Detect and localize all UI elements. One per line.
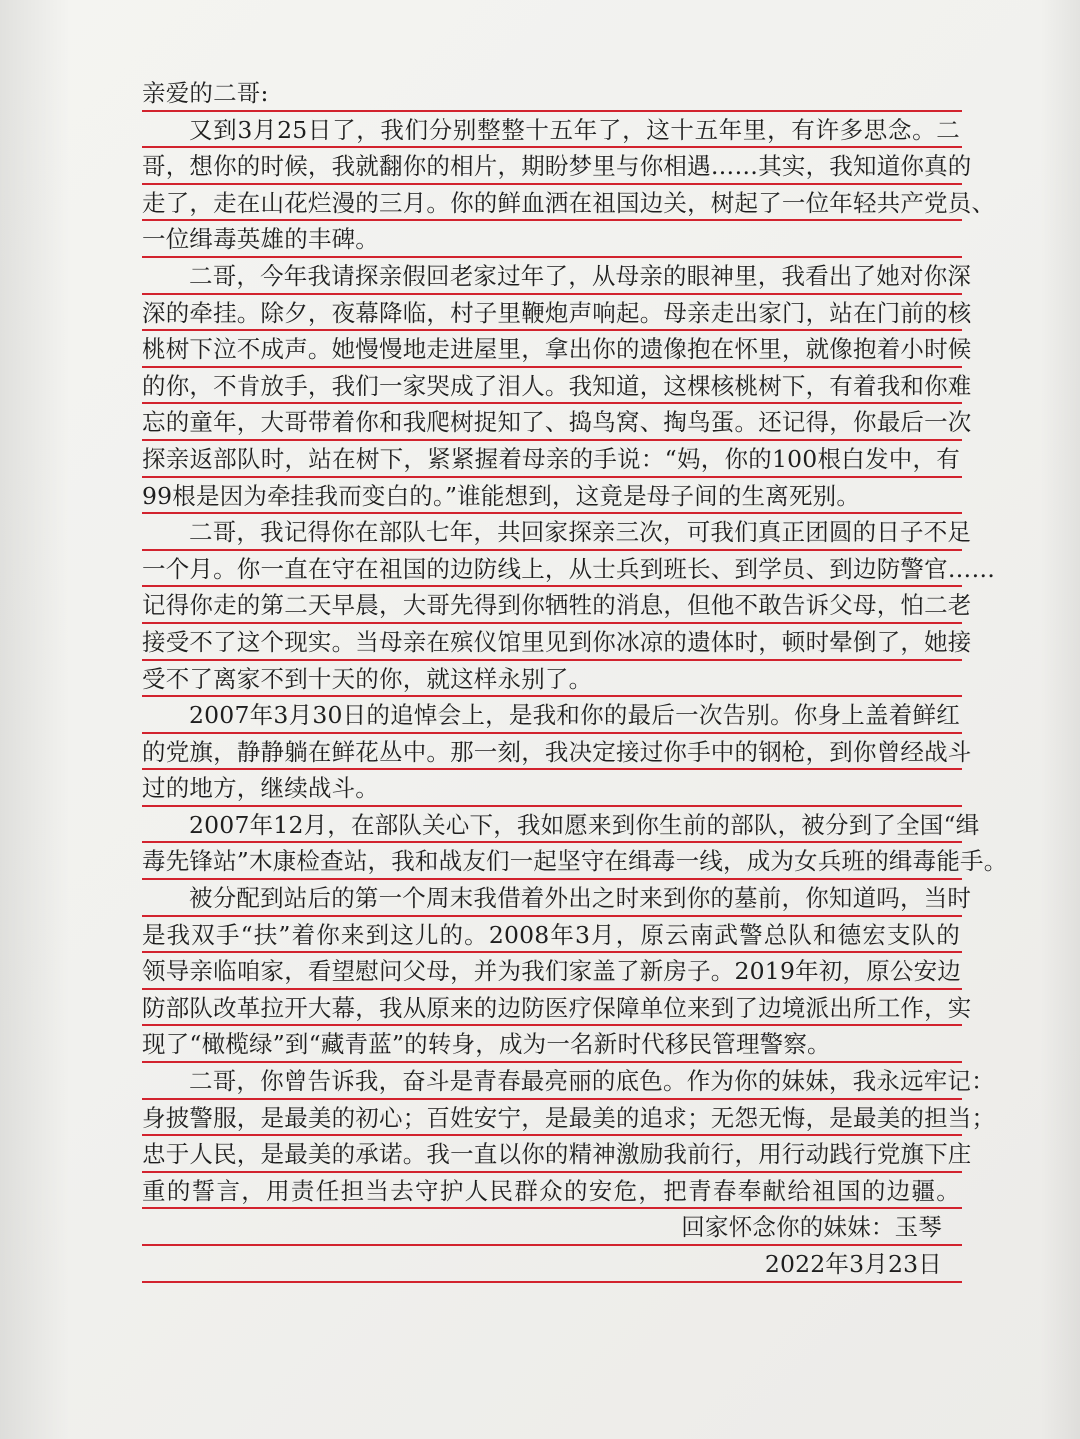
line-text: 又到3月25日了，我们分别整整十五年了，这十五年里，有许多思念。二	[189, 115, 960, 144]
line-text: 99根是因为牵挂我而变白的。”谁能想到，这竟是母子间的生离死别。	[142, 481, 861, 510]
line-text: 过的地方，继续战斗。	[142, 774, 379, 803]
text-line	[142, 478, 962, 515]
text-line	[142, 990, 972, 1027]
line-text: 现了“橄榄绿”到“藏青蓝”的转身，成为一名新时代移民管理警察。	[142, 1030, 831, 1059]
text-line	[142, 1026, 962, 1063]
text-line	[142, 295, 972, 332]
line-text: 一个月。你一直在守在祖国的边防线上，从士兵到班长、到学员、到边防警官……	[142, 554, 996, 583]
line-text: 二哥，今年我请探亲假回老家过年了，从母亲的眼神里，我看出了她对你深	[189, 261, 972, 290]
line-text: 的党旗，静静躺在鲜花丛中。那一刻，我决定接过你手中的钢枪，到你曾经战斗	[142, 737, 972, 766]
text-line	[142, 807, 980, 844]
line-text: 是我双手“扶”着你来到这儿的。2008年3月，原云南武警总队和德宏支队的	[142, 920, 960, 949]
text-line	[142, 697, 962, 734]
salutation-line	[142, 75, 962, 112]
text-line	[142, 221, 962, 258]
text-line	[142, 112, 962, 149]
line-text: 接受不了这个现实。当母亲在殡仪馆里见到你冰凉的遗体时，顿时晕倒了，她接	[142, 627, 972, 656]
salutation: 亲爱的二哥:	[142, 79, 269, 107]
text-line	[142, 880, 972, 917]
text-line	[142, 258, 972, 295]
signature-line	[142, 1209, 962, 1246]
line-text: 的你，不肯放手，我们一家哭成了泪人。我知道，这棵核桃树下，有着我和你难	[142, 371, 972, 400]
text-line	[142, 770, 962, 807]
line-text: 身披警服，是最美的初心；百姓安宁，是最美的追求；无怨无悔，是最美的担当；	[142, 1103, 996, 1132]
page-shadow-right	[1040, 0, 1080, 1439]
text-line	[142, 953, 962, 990]
text-line	[142, 1173, 962, 1210]
text-line	[142, 404, 972, 441]
text-line	[142, 551, 996, 588]
text-line	[142, 917, 962, 954]
line-text: 忘的童年，大哥带着你和我爬树捉知了、捣鸟窝、掏鸟蛋。还记得，你最后一次	[142, 408, 972, 437]
text-line	[142, 368, 972, 405]
line-text: 哥，想你的时候，我就翻你的相片，期盼梦里与你相遇……其实，我知道你真的	[142, 152, 972, 181]
line-text: 防部队改革拉开大幕，我从原来的边防医疗保障单位来到了边境派出所工作，实	[142, 993, 972, 1022]
text-line	[142, 441, 962, 478]
signature: 回家怀念你的妹妹：玉琴	[681, 1213, 942, 1242]
text-line	[142, 734, 972, 771]
text-line	[142, 624, 972, 661]
line-text: 毒先锋站”木康检查站，我和战友们一起坚守在缉毒一线，成为女兵班的缉毒能手。	[142, 847, 1008, 876]
line-text: 二哥，你曾告诉我，奋斗是青春最亮丽的底色。作为你的妹妹，我永远牢记：	[189, 1067, 995, 1096]
text-line	[142, 587, 972, 624]
text-line	[142, 331, 972, 368]
line-text: 一位缉毒英雄的丰碑。	[142, 225, 379, 254]
text-line	[142, 514, 972, 551]
line-text: 桃树下泣不成声。她慢慢地走进屋里，拿出你的遗像抱在怀里，就像抱着小时候	[142, 335, 972, 364]
text-line	[142, 185, 996, 222]
line-text: 领导亲临咱家，看望慰问父母，并为我们家盖了新房子。2019年初，原公安边	[142, 957, 962, 986]
line-text: 忠于人民，是最美的承诺。我一直以你的精神激励我前行，用行动践行党旗下庄	[142, 1140, 972, 1169]
text-line	[142, 148, 972, 185]
text-line	[142, 661, 962, 698]
line-text: 被分配到站后的第一个周末我借着外出之时来到你的墓前，你知道吗，当时	[189, 884, 972, 913]
line-text: 探亲返部队时，站在树下，紧紧握着母亲的手说：“妈，你的100根白发中，有	[142, 444, 960, 473]
text-line	[142, 1063, 995, 1100]
line-text: 受不了离家不到十天的你，就这样永别了。	[142, 664, 593, 693]
line-text: 记得你走的第二天早晨，大哥先得到你牺牲的消息，但他不敢告诉父母，怕二老	[142, 591, 972, 620]
page-shadow-left	[0, 0, 70, 1439]
date-line	[142, 1246, 962, 1283]
line-text: 2007年12月，在部队关心下，我如愿来到你生前的部队，被分到了全国“缉	[189, 810, 980, 839]
line-text: 重的誓言，用责任担当去守护人民群众的安危，把青春奉献给祖国的边疆。	[142, 1176, 960, 1205]
line-text: 走了，走在山花烂漫的三月。你的鲜血洒在祖国边关，树起了一位年轻共产党员、	[142, 188, 996, 217]
letter-body	[142, 75, 1008, 1283]
letter-date: 2022年3月23日	[764, 1250, 942, 1278]
text-line	[142, 1136, 972, 1173]
line-text: 2007年3月30日的追悼会上，是我和你的最后一次告别。你身上盖着鲜红	[189, 701, 960, 730]
text-line	[142, 1100, 996, 1137]
line-text: 二哥，我记得你在部队七年，共回家探亲三次，可我们真正团圆的日子不足	[189, 518, 972, 547]
text-line	[142, 843, 1008, 880]
line-text: 深的牵挂。除夕，夜幕降临，村子里鞭炮声响起。母亲走出家门，站在门前的核	[142, 298, 972, 327]
